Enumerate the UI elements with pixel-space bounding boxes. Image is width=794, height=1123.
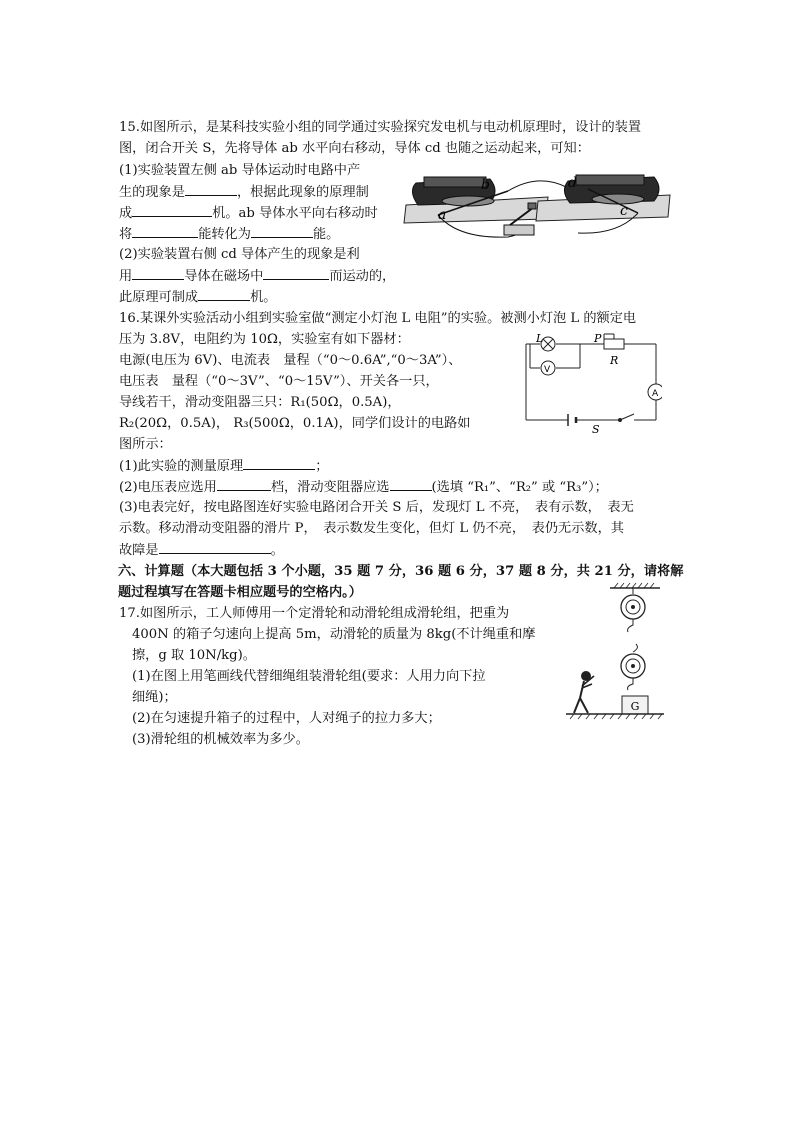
answer-blank[interactable] (390, 477, 432, 491)
answer-blank[interactable] (198, 287, 250, 301)
label-d: d (568, 175, 577, 191)
text: 将 (119, 227, 133, 242)
q16-line7: 图所示： (119, 437, 172, 452)
q15-part2-line3 (119, 287, 277, 308)
text: 生的现象是 (119, 185, 185, 200)
q17-part2: (2)在匀速提升箱子的过程中，人对绳子的拉力多大； (132, 711, 441, 726)
label-b: b (481, 177, 490, 193)
q17-part1-line1: (1)在图上用笔画线代替细绳组装滑轮组(要求：人用力向下拉 (132, 669, 486, 684)
q17-line2: 400N 的箱子匀速向上提高 5m，动滑轮的质量为 8kg(不计绳重和摩 (132, 627, 536, 642)
text: 导体在磁场中 (184, 269, 264, 284)
answer-blank[interactable] (251, 224, 313, 238)
text: 档，滑动变阻器应选 (270, 480, 390, 495)
text: (选填 “R₁”、“R₂” 或 “R₃”）； (431, 480, 608, 495)
q15-part1-line3 (119, 203, 378, 224)
q16-line3: 电源(电压为 6V)、电流表 量程（“0～0.6A”,“0～3A”）、 (119, 353, 462, 368)
box-label: G (630, 700, 640, 713)
section6-heading-line1: 六、计算题（本大题包括 3 个小题，35 题 7 分，36 题 6 分，37 题 8 分，共 21 分，请将解 (118, 564, 684, 579)
text: 。 (270, 543, 284, 558)
text: (2)电压表应选用 (119, 480, 217, 495)
text: 能转化为 (198, 227, 251, 242)
ammeter-label: A (652, 389, 659, 399)
q15-part1-line2 (119, 182, 369, 203)
q15-intro-line2: 图，闭合开关 S，先将导体 ab 水平向右移动，导体 cd 也随之运动起来，可知： (119, 141, 590, 156)
text: 能。 (312, 227, 340, 242)
answer-blank[interactable] (243, 456, 315, 470)
q16-line1: 16.某课外实验活动小组到实验室做“测定小灯泡 L 电阻”的实验。被测小灯泡 L 的额定电 (119, 311, 637, 326)
q17-line1: 17.如图所示，工人师傅用一个定滑轮和动滑轮组成滑轮组，把重为 (119, 606, 510, 621)
label-a: a (438, 207, 447, 223)
text: (1)此实验的测量原理 (119, 459, 244, 474)
text: 机。ab 导体水平向右移动时 (212, 206, 378, 221)
lamp-label: L (536, 332, 544, 345)
text: ； (315, 459, 329, 474)
label-c: c (620, 203, 628, 219)
text: 故障是 (119, 543, 159, 558)
q16-line6: R₂(20Ω，0.5A)， R₃(500Ω，0.1A)，同学们设计的电路如 (119, 416, 471, 431)
rheostat-label: R (610, 354, 619, 367)
section6-heading-line2: 题过程填写在答题卡相应题号的空格内。） (118, 585, 362, 600)
text: 而运动的， (329, 269, 396, 284)
text: 此原理可制成 (119, 290, 199, 305)
q15-part2-line2 (119, 266, 395, 287)
q16-part3-line1: (3)电表完好，按电路图连好实验电路闭合开关 S 后，发现灯 L 不亮， 表有示数， 表无 (119, 500, 634, 515)
answer-blank[interactable] (132, 266, 184, 280)
text: 用 (119, 269, 133, 284)
q16-part3-line2: 示数。移动滑动变阻器的滑片 P， 表示数发生变化，但灯 L 仍不亮， 表仍无示数，其 (119, 521, 624, 536)
text: 成 (119, 206, 133, 221)
q17-part1-line2: 细绳)； (132, 690, 177, 705)
answer-blank[interactable] (132, 224, 198, 238)
q15-part1-line1: (1)实验装置左侧 ab 导体运动时电路中产 (119, 163, 361, 178)
text: 机。 (250, 290, 277, 305)
slider-label: P (594, 332, 602, 345)
q16-part1 (119, 456, 328, 477)
q17-pulley-figure (560, 580, 670, 725)
q16-line4: 电压表 量程（“0～3V”、“0～15V”）、开关各一只， (119, 374, 439, 389)
answer-blank[interactable] (263, 266, 329, 280)
switch-label: S (592, 423, 600, 434)
q17-line3: 擦，g 取 10N/kg)。 (132, 648, 256, 663)
q16-line5: 导线若干，滑动变阻器三只：R₁(50Ω，0.5A)， (119, 395, 401, 410)
q15-part2-line1: (2)实验装置右侧 cd 导体产生的现象是利 (119, 247, 360, 262)
q17-part3: (3)滑轮组的机械效率为多少。 (132, 732, 309, 747)
answer-blank[interactable] (217, 477, 271, 491)
voltmeter-label: V (544, 365, 551, 375)
answer-blank[interactable] (159, 540, 271, 554)
q16-circuit-diagram (520, 332, 662, 434)
text: ，根据此现象的原理制 (236, 185, 369, 200)
q16-part3-line3 (119, 540, 284, 561)
answer-blank[interactable] (132, 203, 212, 217)
answer-blank[interactable] (185, 182, 237, 196)
q15-part1-line4 (119, 224, 339, 245)
q15-apparatus-figure (398, 163, 674, 245)
q16-part2 (119, 477, 608, 498)
q15-intro-line1: 15.如图所示，是某科技实验小组的同学通过实验探究发电机与电动机原理时，设计的装置 (119, 120, 642, 135)
q16-line2: 压为 3.8V，电阻约为 10Ω，实验室有如下器材： (119, 332, 410, 347)
